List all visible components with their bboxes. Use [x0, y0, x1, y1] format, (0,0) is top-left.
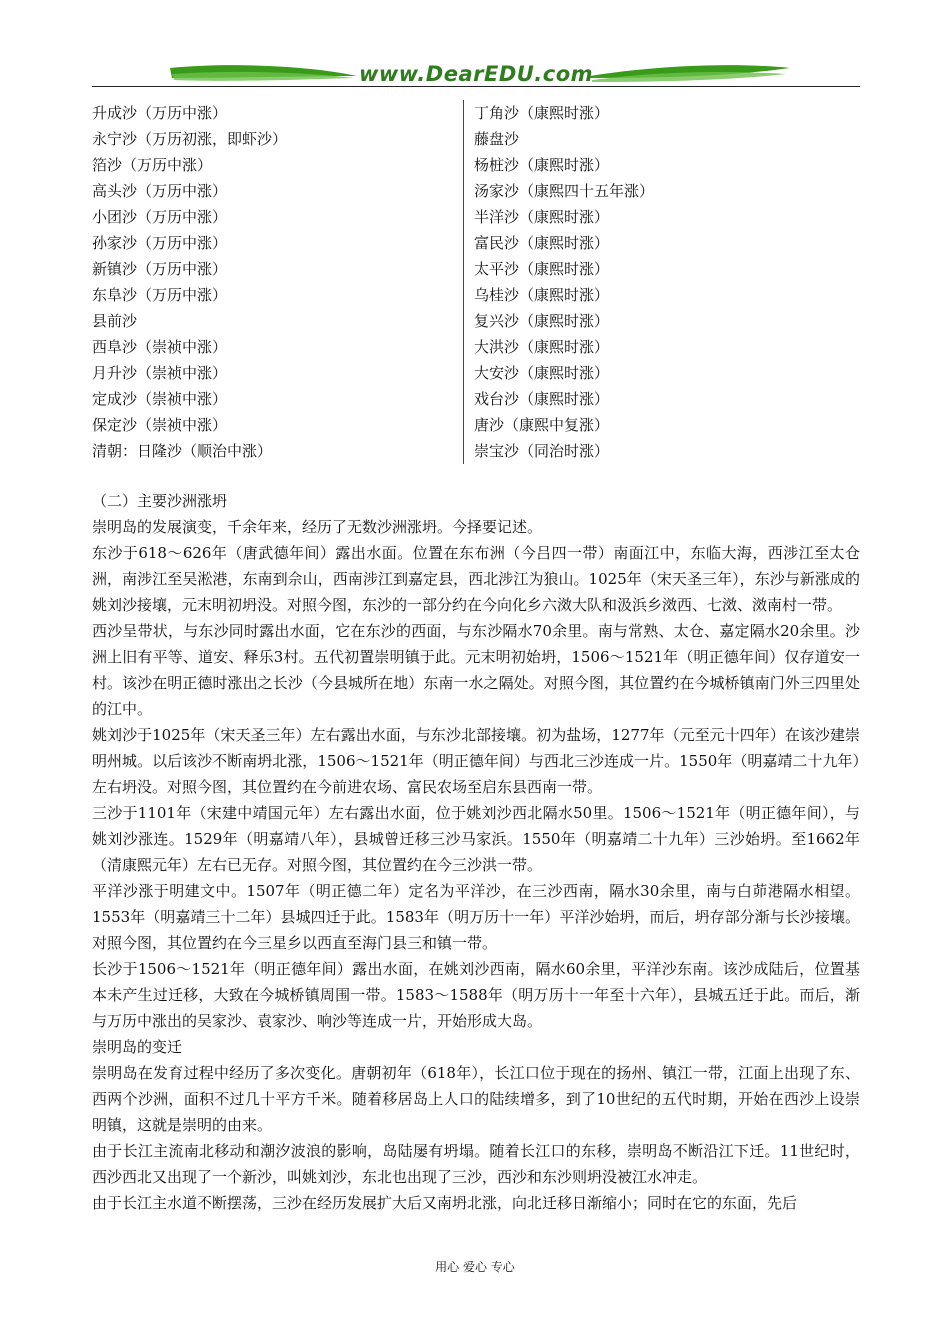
list-item: 杨桩沙（康熙时涨）	[474, 156, 610, 174]
section-heading: 崇明岛的变迁	[92, 1038, 183, 1056]
list-item: 孙家沙（万历中涨）	[92, 234, 228, 252]
site-name[interactable]: www.DearEDU.com	[358, 62, 594, 86]
list-item: 箔沙（万历中涨）	[92, 156, 213, 174]
column-divider	[463, 100, 464, 464]
header-rule	[92, 86, 860, 87]
list-item: 太平沙（康熙时涨）	[474, 260, 610, 278]
list-item: 藤盘沙	[474, 130, 520, 148]
list-item: 升成沙（万历中涨）	[92, 104, 228, 122]
article-body	[92, 488, 860, 1216]
sand-list-right-column	[474, 100, 860, 464]
paragraph: 姚刘沙于1025年（宋天圣三年）左右露出水面，与东沙北部接壤。初为盐场，1277年（元至元十四年）在该沙建崇明州城。以后该沙不断南坍北涨，1506～1521年（明正德年间）与西北三沙连成一片。1550年（明嘉靖二十九年）左右坍没。对照今图，其位置约在今前进农场、富民农场至启东县西南一带。	[92, 726, 860, 796]
list-item: 县前沙	[92, 312, 138, 330]
paragraph: 平洋沙涨于明建文中。1507年（明正德二年）定名为平洋沙，在三沙西南，隔水30余里，南与白茆港隔水相望。1553年（明嘉靖三十二年）县城四迁于此。1583年（明万历十一年）平洋沙始坍，而后，坍存部分渐与长沙接壤。对照今图，其位置约在今三星乡以西直至海门县三和镇一带。	[92, 882, 860, 952]
paragraph: 崇明岛在发育过程中经历了多次变化。唐朝初年（618年），长江口位于现在的扬州、镇江一带，江面上出现了东、西两个沙洲，面积不过几十平方千米。随着移居岛上人口的陆续增多，到了10世纪的五代时期，开始在西沙上设崇明镇，这就是崇明的由来。	[92, 1064, 860, 1134]
list-item: 戏台沙（康熙时涨）	[474, 390, 610, 408]
list-item: 崇宝沙（同治时涨）	[474, 442, 610, 460]
list-item: 保定沙（崇祯中涨）	[92, 416, 228, 434]
sand-list-table	[92, 100, 860, 466]
list-item: 富民沙（康熙时涨）	[474, 234, 610, 252]
list-item: 月升沙（崇祯中涨）	[92, 364, 228, 382]
section-heading: （二）主要沙洲涨坍	[92, 492, 228, 510]
list-item: 丁角沙（康熙时涨）	[474, 104, 610, 122]
paragraph: 西沙呈带状，与东沙同时露出水面，它在东沙的西面，与东沙隔水70余里。南与常熟、太仓、嘉定隔水20余里。沙洲上旧有平等、道安、释乐3村。五代初置崇明镇于此。元末明初始坍，1506～1521年（明正德年间）仅存道安一村。该沙在明正德时涨出之长沙（今县城所在地）东南一水之隔处。对照今图，其位置约在今城桥镇南门外三四里处的江中。	[92, 622, 860, 718]
list-item: 半洋沙（康熙时涨）	[474, 208, 610, 226]
list-item: 大洪沙（康熙时涨）	[474, 338, 610, 356]
sand-list-left-column	[92, 100, 460, 464]
list-item: 复兴沙（康熙时涨）	[474, 312, 610, 330]
list-item: 定成沙（崇祯中涨）	[92, 390, 228, 408]
list-item: 乌桂沙（康熙时涨）	[474, 286, 610, 304]
paragraph: 长沙于1506～1521年（明正德年间）露出水面，在姚刘沙西南，隔水60余里，平洋沙东南。该沙成陆后，位置基本未产生过迁移，大致在今城桥镇周围一带。1583～1588年（明万历十一年至十六年），县城五迁于此。而后，渐与万历中涨出的吴家沙、袁家沙、响沙等连成一片，开始形成大岛。	[92, 960, 860, 1030]
list-item: 大安沙（康熙时涨）	[474, 364, 610, 382]
list-item: 小团沙（万历中涨）	[92, 208, 228, 226]
list-item: 永宁沙（万历初涨，即虾沙）	[92, 130, 288, 148]
paragraph: 三沙于1101年（宋建中靖国元年）左右露出水面，位于姚刘沙西北隔水50里。1506～1521年（明正德年间），与姚刘沙涨连。1529年（明嘉靖八年），县城曾迁移三沙马家浜。1550年（明嘉靖二十九年）三沙始坍。至1662年（清康熙元年）左右已无存。对照今图，其位置约在今三沙洪一带。	[92, 804, 860, 874]
page-footer: 用心 爱心 专心	[435, 1260, 515, 1274]
list-item: 清朝：日隆沙（顺治中涨）	[92, 442, 273, 460]
list-item: 新镇沙（万历中涨）	[92, 260, 228, 278]
list-item: 唐沙（康熙中复涨）	[474, 416, 610, 434]
paragraph: 由于长江主水道不断摆荡，三沙在经历发展扩大后又南坍北涨，向北迁移日渐缩小；同时在它的东面，先后	[92, 1194, 798, 1212]
list-item: 高头沙（万历中涨）	[92, 182, 228, 200]
list-item: 东阜沙（万历中涨）	[92, 286, 228, 304]
list-item: 西阜沙（崇祯中涨）	[92, 338, 228, 356]
paragraph: 由于长江主流南北移动和潮汐波浪的影响，岛陆屡有坍塌。随着长江口的东移，崇明岛不断沿江下迁。11世纪时，西沙西北又出现了一个新沙，叫姚刘沙，东北也出现了三沙，西沙和东沙则坍没被江水冲走。	[92, 1142, 860, 1186]
paragraph: 东沙于618～626年（唐武德年间）露出水面。位置在东布洲（今吕四一带）南面江中，东临大海，西涉江至太仓洲，南涉江至吴淞港，东南到佘山，西南涉江到嘉定县，西北涉江为狼山。1025年（宋天圣三年），东沙与新涨成的姚刘沙接壤，元末明初坍没。对照今图，东沙的一部分约在今向化乡六滧大队和汲浜乡滧西、七滧、滧南村一带。	[92, 544, 860, 614]
list-item: 汤家沙（康熙四十五年涨）	[474, 182, 655, 200]
paragraph: 崇明岛的发展演变，千余年来，经历了无数沙洲涨坍。今择要记述。	[92, 518, 543, 536]
